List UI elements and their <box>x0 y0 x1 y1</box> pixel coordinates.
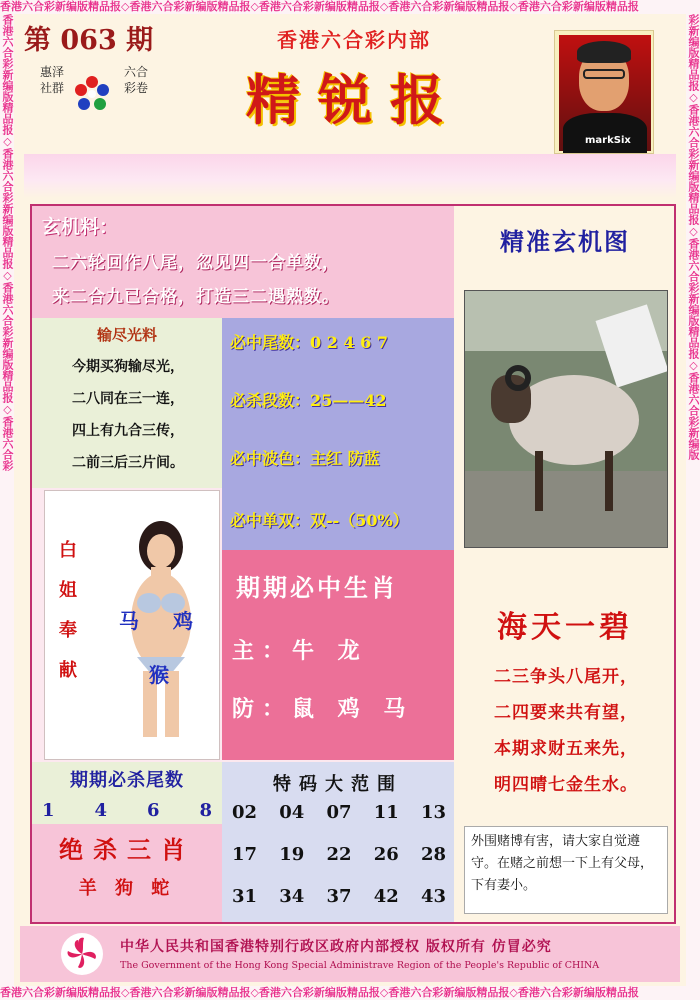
zodiac-title: 期期必中生肖 <box>236 573 398 602</box>
range-row: 02 04 07 11 13 <box>232 802 446 823</box>
footer-copyright-cn: 中华人民共和国香港特别行政区政府内部授权 版权所有 仿冒必究 <box>120 939 552 955</box>
zodiac-guard: 防：鼠 鸡 马 <box>232 696 414 722</box>
newspaper-page <box>14 14 686 986</box>
kill-tail-title: 期期必杀尾数 <box>70 770 184 791</box>
poem-line: 本期求财五来先， <box>494 739 638 759</box>
zodiac-main: 主：牛 龙 <box>232 638 368 664</box>
lost-line: 二前三后三片间。 <box>72 455 184 471</box>
border-left: 香港六合彩新编版精品报◇香港六合彩新编版精品报◇香港六合彩新编版精品报◇香港六合彩 <box>0 14 14 986</box>
group-name-left: 惠泽社群 <box>40 65 65 95</box>
page-title: 精锐报 <box>246 68 462 132</box>
lost-section <box>32 318 222 488</box>
border-bottom: 香港六合彩新编版精品报◇香港六合彩新编版精品报◇香港六合彩新编版精品报◇香港六合彩新编版精品报◇香港六合彩新编版精品报 <box>0 986 700 1000</box>
group-name-right: 六合彩卷 <box>124 65 149 95</box>
kill-tail-number: 1 <box>42 800 55 821</box>
xuanji-title: 玄机料： <box>42 216 119 238</box>
kill-tail-numbers <box>42 800 212 821</box>
right-column <box>454 204 676 924</box>
range-section <box>222 762 454 922</box>
main-panel <box>30 204 456 924</box>
range-row: 17 19 22 26 28 <box>232 844 446 865</box>
decorative-band <box>24 154 676 198</box>
gambling-notice: 外围赌博有害，请大家自觉遵守。在赌之前想一下上有父母，下有妻小。 <box>464 826 668 914</box>
xuanji-line-1: 二六轮回作八尾，忽见四一合单数， <box>52 253 340 273</box>
kill-tail-number: 8 <box>199 800 212 821</box>
riddle-image-title: 精准玄机图 <box>500 227 630 256</box>
zodiac-label: 马 <box>119 609 139 633</box>
kill-tail-number: 6 <box>146 800 160 821</box>
poem-line: 二四要来共有望， <box>494 703 638 723</box>
girl-caption: 白 姐 奉 献 <box>59 540 77 681</box>
footer-copyright-en: The Government of the Hong Kong Special Administrave Region of the People's Republic of CHINA <box>120 960 600 971</box>
group-logo <box>28 60 158 138</box>
xuanji-section <box>32 206 454 318</box>
lost-line: 二八同在三一连， <box>72 391 184 407</box>
page-subtitle: 香港六合彩内部 <box>277 28 431 52</box>
lost-line: 今期买狗输尽光， <box>72 359 184 375</box>
kill-zodiac-section <box>32 824 222 922</box>
range-row: 31 34 37 42 43 <box>232 886 446 907</box>
prediction-section <box>222 318 454 550</box>
border-top: 香港六合彩新编版精品报◇香港六合彩新编版精品报◇香港六合彩新编版精品报◇香港六合彩新编版精品报◇香港六合彩新编版精品报 <box>0 0 700 14</box>
lottery-logo-icon <box>72 74 112 114</box>
predict-segment: 必杀段数：25——42 <box>230 391 387 410</box>
zodiac-label: 鸡 <box>173 609 193 633</box>
border-right: 彩新编版精品报◇香港六合彩新编版精品报◇香港六合彩新编版精品报◇香港六合彩新编版 <box>686 14 700 986</box>
lost-title: 输尽光料 <box>96 326 157 344</box>
lost-line: 四上有九合三传， <box>72 423 184 439</box>
poem-line: 明四晴七金生水。 <box>494 775 638 795</box>
predict-single: 必中单双：双--（50%） <box>230 511 409 530</box>
zodiac-section <box>222 550 454 760</box>
girl-section <box>44 490 220 760</box>
portrait-photo <box>554 30 654 154</box>
xuanji-line-2: 来二合九已合格，打造三二遇熟数。 <box>52 287 340 307</box>
range-title: 特码大范围 <box>273 774 403 795</box>
poem-title: 海天一碧 <box>497 610 633 645</box>
kill-tail-number: 4 <box>94 800 108 821</box>
sheep-photo <box>464 290 668 548</box>
bauhinia-emblem-icon <box>60 932 104 976</box>
brand-mark: markSix <box>585 135 631 146</box>
predict-wave: 必中波色：主红 防蓝 <box>230 449 380 468</box>
footer <box>20 926 680 982</box>
zodiac-label: 猴 <box>149 663 169 687</box>
kill-zodiac-title: 绝杀三肖 <box>59 835 195 864</box>
issue-number: 第 063 期 <box>24 25 154 56</box>
kill-zodiac-values: 羊 狗 蛇 <box>78 878 176 899</box>
kill-tail-section <box>32 762 222 824</box>
predict-tail: 必中尾数：0 2 4 6 7 <box>230 333 388 352</box>
poem-line: 二三争头八尾开， <box>494 667 638 687</box>
